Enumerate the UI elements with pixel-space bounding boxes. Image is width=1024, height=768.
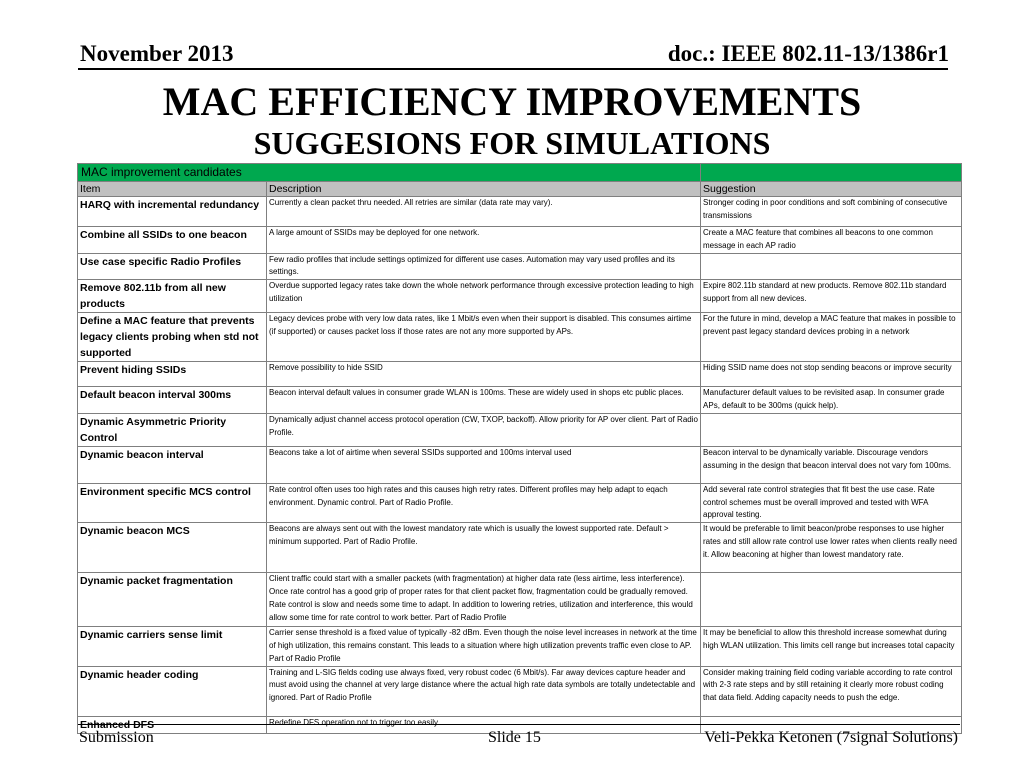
footer-divider [78,724,960,725]
row-description: Carrier sense threshold is a fixed value of typically -82 dBm. Even though the noise level increases in network at the time of high utilization, this remains constant. This leads to a situation where high utilization prevents traffic even close to AP. Part of Radio Profile [267,627,701,666]
column-header-suggestion: Suggestion [701,182,962,197]
row-description: Remove possibility to hide SSID [267,362,701,387]
table-row [78,313,962,362]
table-row [78,253,962,280]
row-description: Currently a clean packet thru needed. All retries are similar (data rate may vary). [267,197,701,227]
table-row [78,523,962,573]
row-description: Rate control often uses too high rates and this causes high retry rates. Different profiles may help adapt to eqach environment. Dynamic control. Part of Radio Profile. [267,483,701,522]
row-item: Remove 802.11b from all new products [78,280,267,313]
row-item: Dynamic header coding [78,666,267,716]
table-banner-row [78,164,962,182]
table-row [78,280,962,313]
table-row [78,573,962,627]
row-description: Few radio profiles that include settings optimized for different use cases. Automation may vary used profiles and its settings. [267,253,701,280]
mac-improvements-table [77,163,962,734]
row-item: Combine all SSIDs to one beacon [78,227,267,254]
footer-slide-number: Slide 15 [488,729,541,746]
row-suggestion: Beacon interval to be dynamically variable. Discourage vendors assuming in the design that beacon interval does not vary fom 100ms. [701,446,962,483]
table-row [78,197,962,227]
row-suggestion: It would be preferable to limit beacon/probe responses to use higher rates and still allow rate control use lower rates when clients really need it. Allow beaconing at higher than lowest mandatory rate. [701,523,962,573]
row-suggestion: Add several rate control strategies that fit best the use case. Rate control schemes must be overall improved and tested with WFA approval testing. [701,483,962,522]
row-suggestion: Hiding SSID name does not stop sending beacons or improve security [701,362,962,387]
row-item: Environment specific MCS control [78,483,267,522]
table-body [78,164,962,734]
header-divider [78,68,948,70]
row-item: Prevent hiding SSIDs [78,362,267,387]
row-suggestion: Consider making training field coding variable according to rate control with 2-3 rate steps and by still retaining it clearly more robust coding that data field. Adding capacity needs to push the edge. [701,666,962,716]
row-item: Use case specific Radio Profiles [78,253,267,280]
row-suggestion: Expire 802.11b standard at new products. Remove 802.11b standard support from all new devices. [701,280,962,313]
row-item: Default beacon interval 300ms [78,387,267,414]
table-row [78,387,962,414]
table-row [78,413,962,446]
table-row [78,483,962,522]
row-item: Dynamic Asymmetric Priority Control [78,413,267,446]
row-suggestion: It may be beneficial to allow this threshold increase somewhat during high WLAN utilization. This limits cell range but increases total capacity [701,627,962,666]
row-description: Dynamically adjust channel access protocol operation (CW, TXOP, backoff). Allow priority for AP over client. Part of Radio Profile. [267,413,701,446]
row-suggestion: For the future in mind, develop a MAC feature that makes in possible to prevent past legacy standard devices probing in a network [701,313,962,362]
column-header-item: Item [78,182,267,197]
row-description: A large amount of SSIDs may be deployed for one network. [267,227,701,254]
row-description: Client traffic could start with a smaller packets (with fragmentation) at higher data rate (less airtime, less interference). Once rate control has a good grip of proper rates for that client packet flow, fragmentation could be gradually removed. Rate control is slow and needs some time to adapt. In addition to lowering retries, utilization and interference, this would allow some time for rate control to work better. Part of Radio Profile [267,573,701,627]
page-subtitle: SUGGESIONS FOR SIMULATIONS [253,125,771,161]
row-item: Define a MAC feature that prevents legacy clients probing when std not supported [78,313,267,362]
row-suggestion [701,253,962,280]
row-description: Training and L-SIG fields coding use always fixed, very robust codec (6 Mbit/s). Far away devices capture header and must avoid using the channel at very large distance where the actual high rate data symbols are totally undetectable and ignored. Part of Radio Profile [267,666,701,716]
column-header-description: Description [267,182,701,197]
row-description: Overdue supported legacy rates take down the whole network performance through excessive protection leading to high utilization [267,280,701,313]
page-title: MAC EFFICIENCY IMPROVEMENTS [162,79,862,124]
row-item: HARQ with incremental redundancy [78,197,267,227]
row-description: Redefine DFS operation not to trigger too easily [267,716,701,733]
row-item: Enhanced DFS [78,716,267,733]
table-row [78,666,962,716]
row-item: Dynamic beacon interval [78,446,267,483]
footer-author: Veli-Pekka Ketonen (7signal Solutions) [704,729,958,746]
row-description: Legacy devices probe with very low data rates, like 1 Mbit/s even when their support is disabled. This consumes airtime (if supported) or causes packet loss if those rates are not any more supported by APs. [267,313,701,362]
row-description: Beacons take a lot of airtime when several SSIDs supported and 100ms interval used [267,446,701,483]
table-row [78,627,962,666]
row-item: Dynamic carriers sense limit [78,627,267,666]
table-row [78,446,962,483]
table-row [78,227,962,254]
row-suggestion: Stronger coding in poor conditions and soft combining of consecutive transmissions [701,197,962,227]
row-suggestion: Manufacturer default values to be revisited asap. In consumer grade APs, default to be 300ms (quick help). [701,387,962,414]
row-item: Dynamic beacon MCS [78,523,267,573]
table-banner-empty [701,164,962,182]
row-suggestion: Create a MAC feature that combines all beacons to one common message in each AP radio [701,227,962,254]
table-row [78,362,962,387]
row-suggestion [701,413,962,446]
header-date: November 2013 [80,41,234,66]
footer-submission: Submission [79,729,154,746]
row-description: Beacons are always sent out with the lowest mandatory rate which is usually the lowest supported rate. Default > minimum supported. Part of Radio Profile. [267,523,701,573]
row-item: Dynamic packet fragmentation [78,573,267,627]
table-banner: MAC improvement candidates [78,164,701,182]
row-suggestion [701,573,962,627]
header-doc-id: doc.: IEEE 802.11-13/1386r1 [667,41,949,66]
column-header-row [78,182,962,197]
row-description: Beacon interval default values in consumer grade WLAN is 100ms. These are widely used in shops etc public places. [267,387,701,414]
